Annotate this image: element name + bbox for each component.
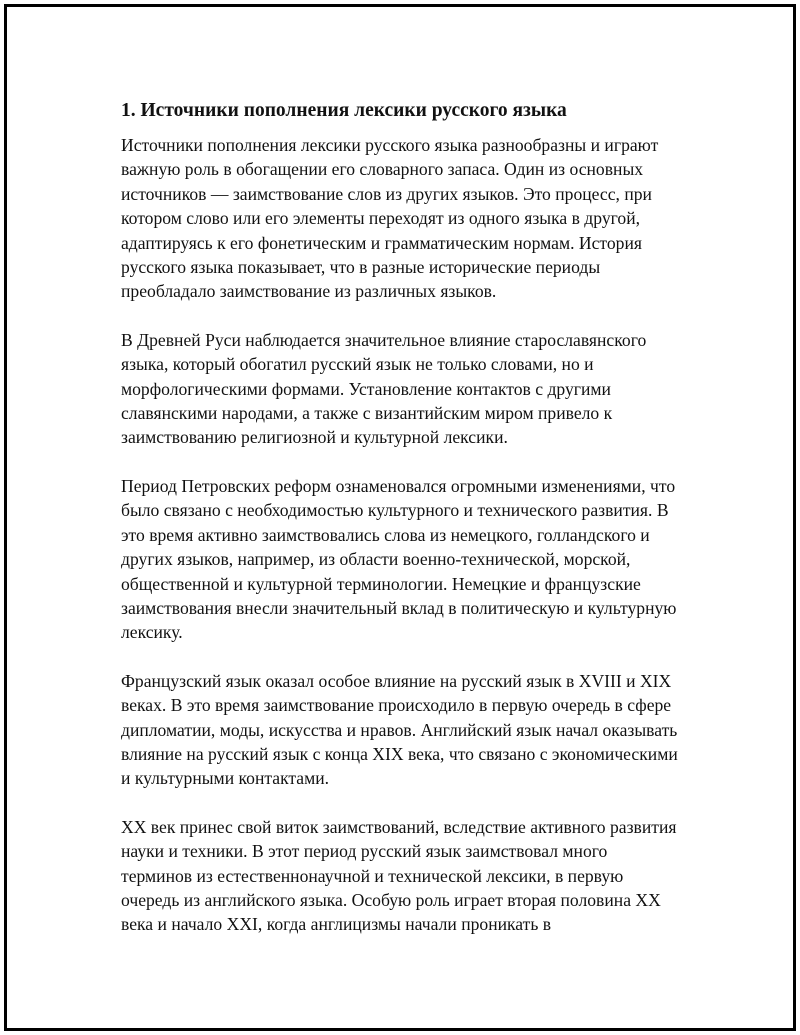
- paragraph-4: Французский язык оказал особое влияние на русский язык в XVIII и XIX веках. В это время заимствование происходило в первую очередь в сфере дипломатии, моды, искусства и нравов. Английский язык начал оказывать влияние на русский язык с конца XIX века, что связано с экономическими и культурными контактами.: [121, 670, 678, 789]
- paragraph-1: Источники пополнения лексики русского языка разнообразны и играют важную роль в обогащении его словарного запаса. Один из основных источников — заимствование слов из других языков. Это процесс, при котором слово или его элементы переходят из одного языка в другой, адаптируясь к его фонетическим и грамматическим нормам. История русского языка показывает, что в разные исторические периоды преобладало заимствование из различных языков.: [121, 135, 659, 302]
- paragraph-2: В Древней Руси наблюдается значительное влияние старославянского языка, который обогатил русский язык не только словами, но и морфологическими формами. Установление контактов с другими славянскими народами, а также с византийским миром привело к заимствованию религиозной и культурной лексики.: [121, 329, 647, 448]
- section-heading: 1. Источники пополнения лексики русского языка: [121, 100, 567, 121]
- document-body: [121, 99, 681, 961]
- paragraph-3: Период Петровских реформ ознаменовался огромными изменениями, что было связано с необходимостью культурного и технического развития. В это время активно заимствовались слова из немецкого, голландского и других языков, например, из области военно-технической, морской, общественной и культурной терминологии. Немецкие и французские заимствования внесли значительный вклад в политическую и культурную лексику.: [121, 475, 677, 643]
- paragraph-5: XX век принес свой виток заимствований, вследствие активного развития науки и техники. В этот период русский язык заимствовал много терминов из естественнонаучной и технической лексики, в первую очередь из английского языка. Особую роль играет вторая половина XX века и начало XXI, когда англицизмы начали проникать в: [121, 816, 677, 935]
- document-page: [4, 4, 796, 1031]
